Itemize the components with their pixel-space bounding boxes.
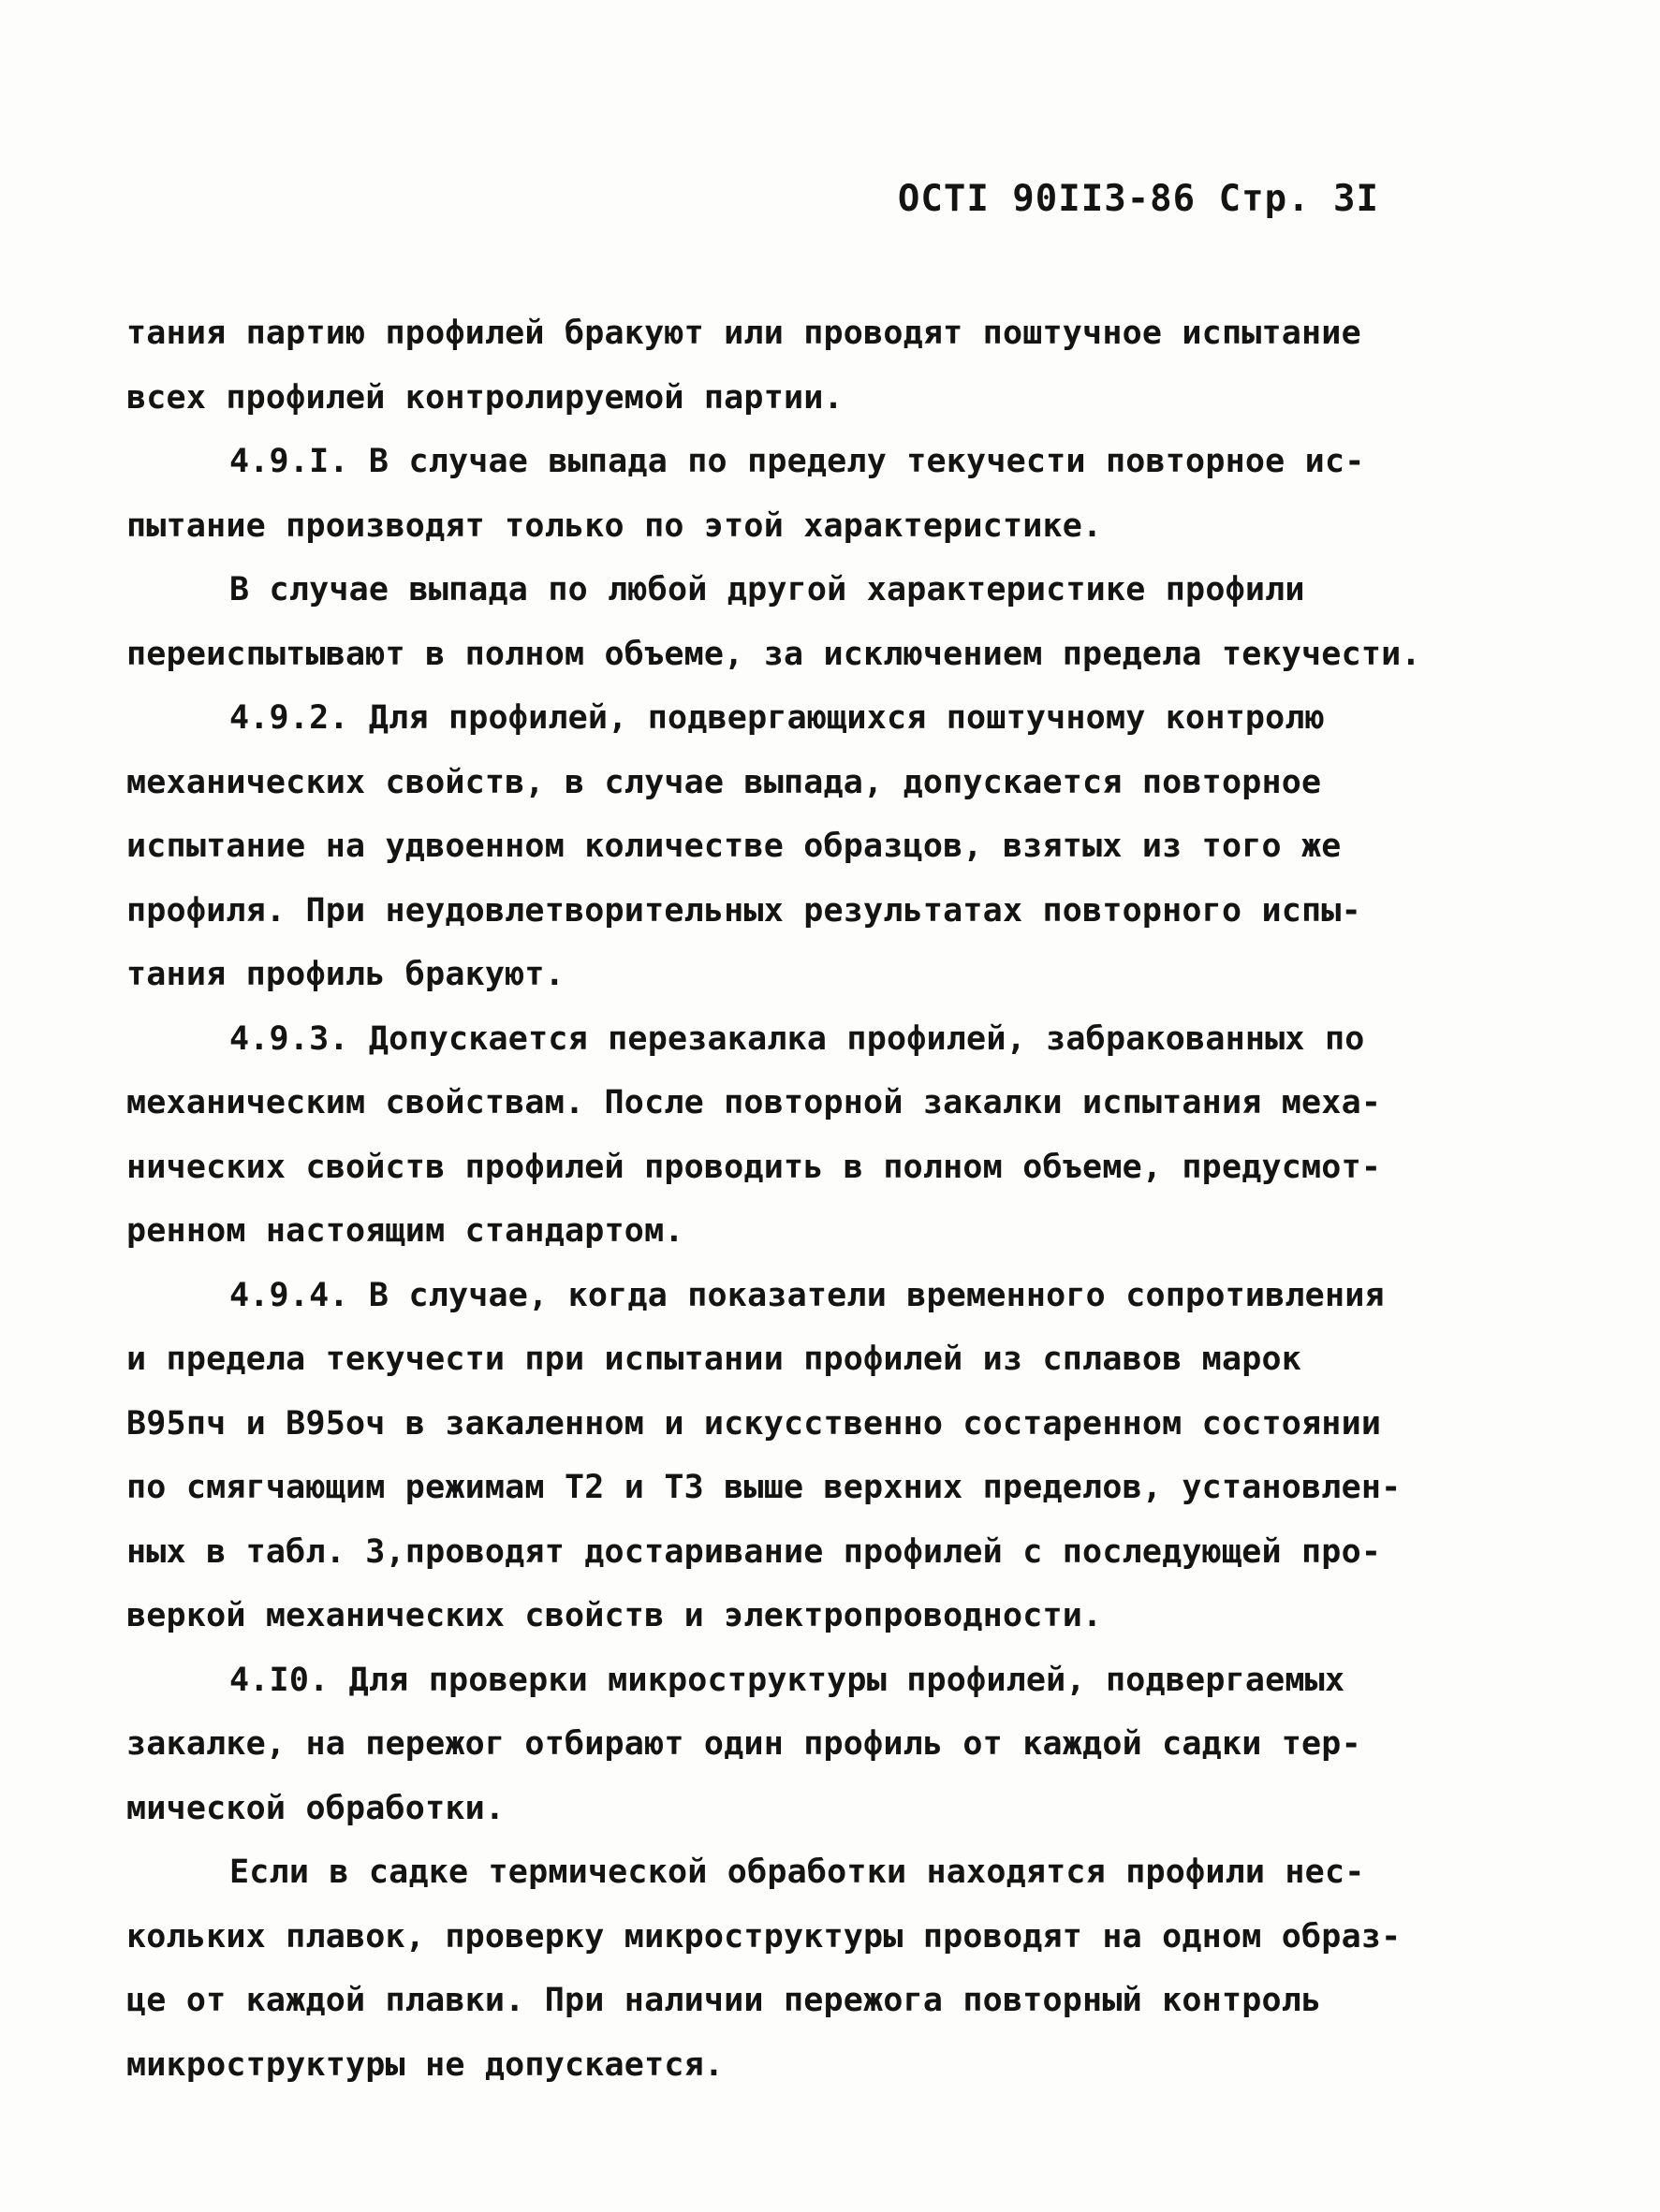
page-header-doc-code: ОСТI 90II3-86 Стр. 3I — [897, 178, 1379, 220]
text-line: це от каждой плавки. При наличии пережога повторный контроль — [126, 1982, 1322, 2019]
text-line: В случае выпада по любой другой характеристике профили — [229, 571, 1305, 608]
text-line: испытание на удвоенном количестве образцов, взятых из того же — [126, 828, 1342, 865]
text-line: нических свойств профилей проводить в полном объеме, предусмот- — [126, 1148, 1382, 1186]
text-line: механическим свойствам. После повторной закалки испытания меха- — [126, 1084, 1382, 1121]
text-line: 4.9.4. В случае, когда показатели временного сопротивления — [229, 1276, 1385, 1314]
text-line: ных в табл. 3,проводят достаривание профилей с последующей про- — [126, 1532, 1382, 1571]
text-line: кольких плавок, проверку микроструктуры проводят на одном образ- — [126, 1917, 1402, 1956]
text-line: ренном настоящим стандартом. — [126, 1212, 684, 1250]
text-line: тания партию профилей бракуют или проводят поштучное испытание — [126, 315, 1361, 352]
document-body — [126, 301, 1421, 2097]
text-line: 4.9.I. В случае выпада по пределу текучести повторное ис- — [229, 443, 1365, 480]
text-line: и предела текучести при испытании профилей из сплавов марок — [126, 1340, 1302, 1378]
text-line: тания профиль бракуют. — [126, 956, 565, 993]
text-line: веркой механических свойств и электропроводности. — [126, 1597, 1103, 1634]
text-line: В95пч и В95оч в закаленном и искусственно состаренном состоянии — [126, 1404, 1382, 1443]
text-line: 4.I0. Для проверки микроструктуры профилей, подвергаемых — [229, 1661, 1345, 1699]
text-line: по смягчающим режимам Т2 и Т3 выше верхних пределов, установлен- — [126, 1469, 1402, 1506]
text-line: профиля. При неудовлетворительных результатах повторного испы- — [126, 891, 1361, 930]
text-line: 4.9.3. Допускается перезакалка профилей, забракованных по — [229, 1019, 1365, 1058]
text-line: микроструктуры не допускается. — [126, 2045, 725, 2084]
text-line: механических свойств, в случае выпада, допускается повторное — [126, 763, 1322, 801]
text-line: мической обработки. — [126, 1789, 506, 1827]
text-line: закалке, на пережог отбирают один профиль от каждой садки тер- — [126, 1725, 1361, 1763]
text-line: 4.9.2. Для профилей, подвергающихся поштучному контролю — [229, 699, 1325, 737]
text-line: переиспытывают в полном объеме, за исключением предела текучести. — [126, 635, 1421, 673]
text-line: Если в садке термической обработки находятся профили нес- — [229, 1853, 1365, 1891]
text-line: пытание производят только по этой характеристике. — [126, 506, 1103, 545]
text-line: всех профилей контролируемой партии. — [126, 378, 844, 417]
